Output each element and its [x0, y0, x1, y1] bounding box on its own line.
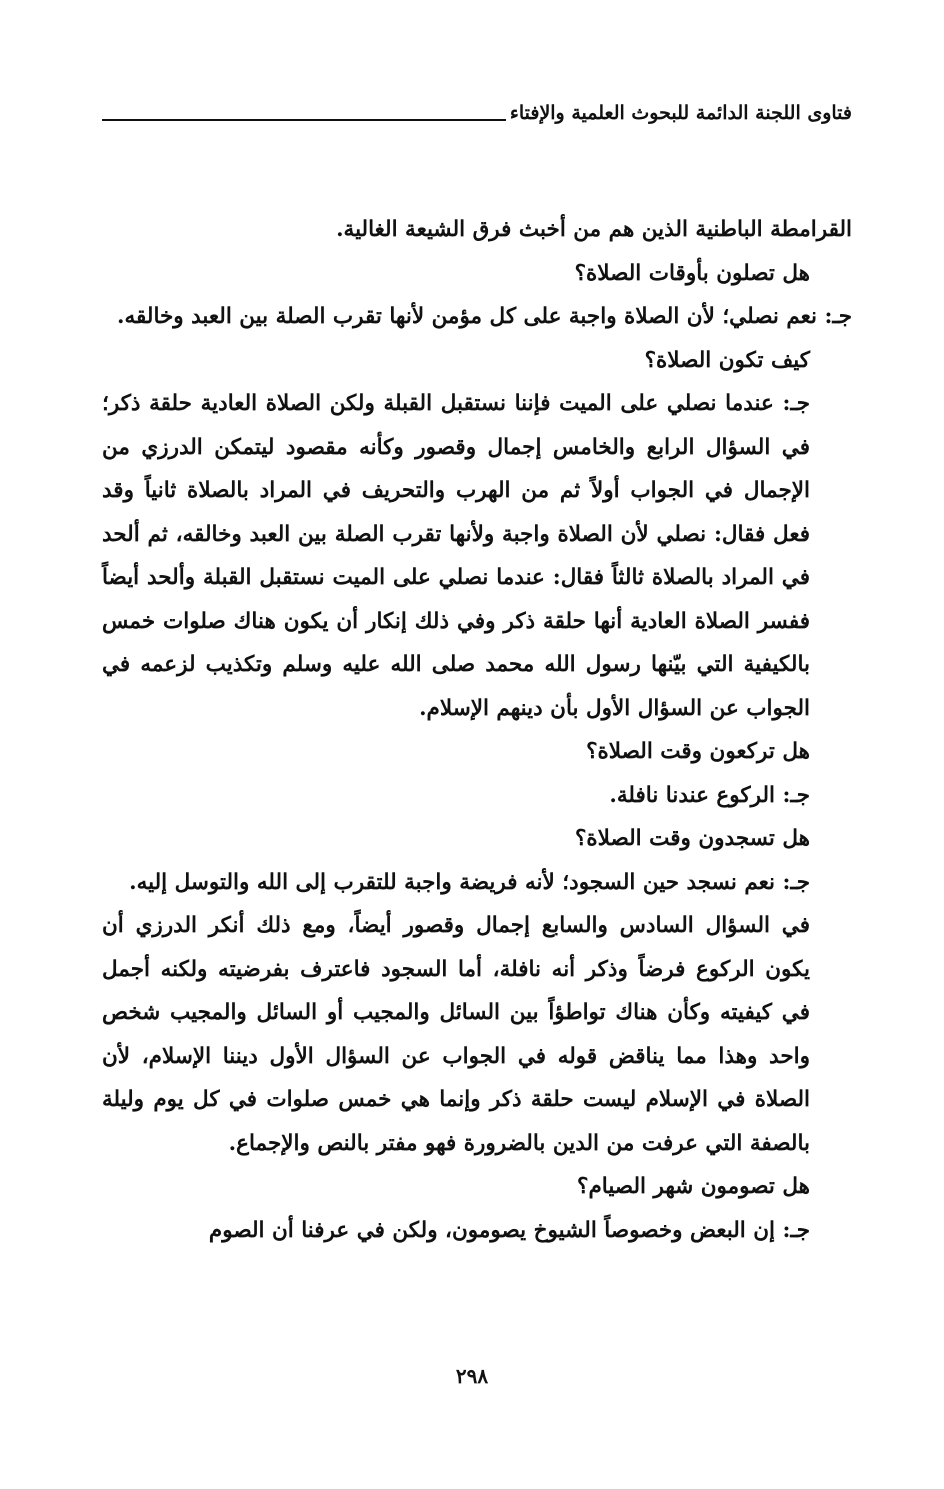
answer: جـ: نعم نسجد حين السجود؛ لأنه فريضة واجبة للتقرب إلى الله والتوسل إليه.	[129, 869, 810, 895]
answer: جـ: الركوع عندنا نافلة.	[609, 782, 810, 808]
page-number: ٢٩٨	[455, 1364, 489, 1388]
answer: جـ: إن البعض وخصوصاً الشيوخ يصومون، ولكن في عرفنا أن الصوم	[208, 1217, 810, 1243]
header-title: فتاوى اللجنة الدائمة للبحوث العلمية والإفتاء	[509, 102, 852, 124]
question: هل تركعون وقت الصلاة؟	[586, 739, 810, 764]
commentary: في السؤال السادس والسابع إجمال وقصور أيضاً، ومع ذلك أنكر الدرزي أن يكون الركوع فرضاً وذكر أنه نافلة، أما السجود فاعترف بفرضيته ولكنه أجمل في كيفيته وكأن هناك تواطؤاً بين السائل والمجيب أو السائل والمجيب شخص واحد وهذا مما يناقض قوله في الجواب عن السؤال الأول ديننا الإسلام، لأن الصلاة في الإسلام ليست حلقة ذكر وإنما هي خمس صلوات في كل يوم وليلة بالصفة التي عرفت من الدين بالضرورة فهو مفتر بالنص والإجماع.	[102, 913, 810, 1156]
answer: جـ: نعم نصلي؛ لأن الصلاة واجبة على كل مؤمن لأنها تقرب الصلة بين العبد وخالقه.	[117, 304, 852, 329]
question: هل تصومون شهر الصيام؟	[577, 1174, 810, 1199]
running-header	[102, 92, 852, 128]
question: هل تصلون بأوقات الصلاة؟	[574, 260, 810, 286]
header-rule	[102, 119, 506, 121]
body-text	[102, 208, 852, 1252]
question: كيف تكون الصلاة؟	[644, 347, 810, 373]
answer-commentary: جـ: عندما نصلي على الميت فإننا نستقبل القبلة ولكن الصلاة العادية حلقة ذكر؛ في السؤال الرابع والخامس إجمال وقصور وكأنه مقصود ليتمكن الدرزي من الإجمال في الجواب أولاً ثم من الهرب والتحريف في المراد بالصلاة ثانياً وقد فعل فقال: نصلي لأن الصلاة واجبة ولأنها تقرب الصلة بين العبد وخالقه، ثم ألحد في المراد بالصلاة ثالثاً فقال: عندما نصلي على الميت نستقبل القبلة وألحد أيضاً ففسر الصلاة العادية أنها حلقة ذكر وفي ذلك إنكار أن يكون هناك صلوات خمس بالكيفية التي بيّنها رسول الله محمد صلى الله عليه وسلم وتكذيب لزعمه في الجواب عن السؤال الأول بأن دينهم الإسلام.	[102, 391, 810, 721]
question: هل تسجدون وقت الصلاة؟	[574, 826, 810, 851]
paragraph: القرامطة الباطنية الذين هم من أخبث فرق الشيعة الغالية.	[336, 217, 852, 242]
